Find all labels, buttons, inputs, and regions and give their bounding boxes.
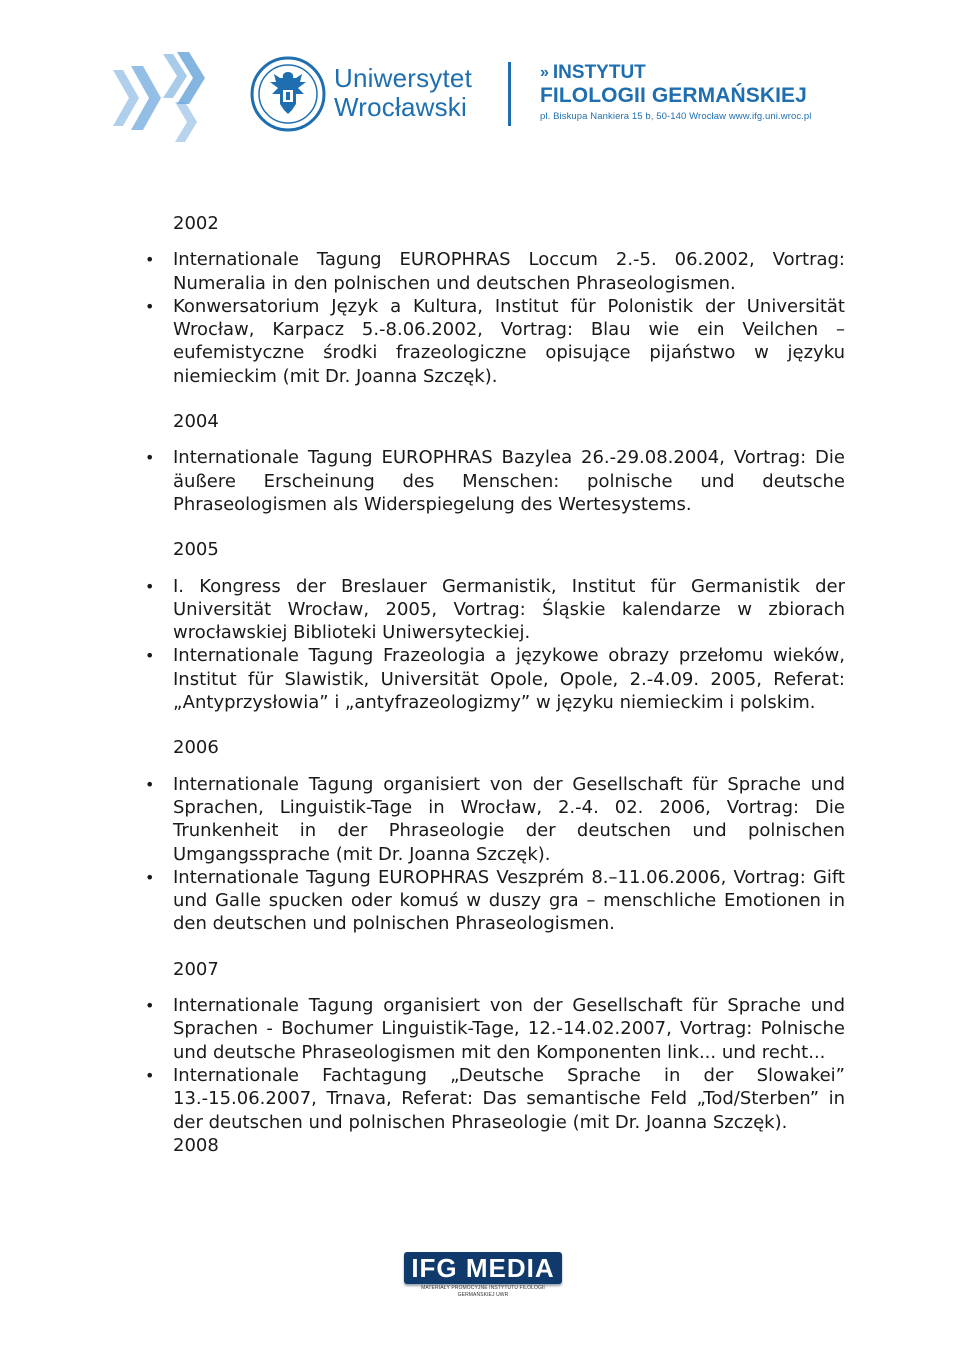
year-heading-2005: 2005 (173, 539, 219, 561)
publication-list (145, 212, 845, 1157)
list-item: • Internationale Tagung EUROPHRAS Loccum 2.-5. 06.2002, Vortrag: Numeralia in den polnischen und deutschen Phraseologismen. (145, 248, 845, 295)
page-header (0, 0, 960, 160)
ifg-media-text: IFG MEDIA (411, 1253, 555, 1283)
double-chevron-icon: » (540, 64, 549, 81)
year-heading-2004: 2004 (173, 411, 219, 433)
institute-line1: INSTYTUT (552, 62, 646, 83)
entries-2005 (145, 575, 845, 715)
institute-name (540, 62, 812, 127)
list-item: • Konwersatorium Język a Kultura, Institut für Polonistik der Universität Wrocław, Karpacz 5.-8.06.2002, Vortrag: Blau wie ein Veilchen – eufemistyczne środki frazeologiczne opisujące pijaństwo w języku niemieckim (mit Dr. Joanna Szczęk). (145, 295, 845, 388)
university-name-line2: Wrocławski (334, 92, 467, 122)
university-name (334, 64, 472, 122)
list-item: • Internationale Tagung organisiert von der Gesellschaft für Sprache und Sprachen - Bochumer Linguistik-Tage, 12.-14.02.2007, Vortrag: Polnische und deutsche Phraseologismen mit den Komponenten link... und recht... (145, 994, 845, 1064)
year-heading-2008: 2008 (173, 1134, 219, 1156)
entries-2002 (145, 248, 845, 388)
year-heading-2002: 2002 (173, 213, 219, 234)
year-heading-2007: 2007 (173, 958, 219, 980)
list-item: • Internationale Tagung EUROPHRAS Veszprém 8.–11.06.2006, Vortrag: Gift und Galle spucken oder komuś w duszy gra – menschliche Emotionen in den deutschen und polnischen Phraseologismen. (145, 866, 845, 936)
entries-2006 (145, 773, 845, 936)
header-divider (508, 62, 511, 126)
institute-line2: FILOLOGII GERMAŃSKIEJ (540, 84, 807, 107)
university-seal-icon (250, 56, 326, 132)
list-item: • Internationale Tagung Frazeologia a językowe obrazy przełomu wieków, Institut für Slawistik, Universität Opole, Opole, 2.-4.09. 2005, Referat: „Antyprzysłowia” i „antyfrazeologizmy” w języku niemieckim i polskim. (145, 644, 845, 714)
year-heading-2006: 2006 (173, 737, 219, 759)
ifg-media-subtitle: MATERIAŁY PROMOCYJNE INSTYTUTU FILOLOGII GERMAŃSKIEJ UWR (421, 1285, 545, 1298)
list-item: • Internationale Tagung EUROPHRAS Bazylea 26.-29.08.2004, Vortrag: Die äußere Erscheinung des Menschen: polnische und deutsche Phraseologismen als Widerspiegelung des Wertesystems. (145, 446, 845, 516)
institute-address: pl. Biskupa Nankiera 15 b, 50-140 Wrocław www.ifg.uni.wroc.pl (540, 111, 812, 122)
university-name-line1: Uniwersytet (334, 63, 473, 93)
list-item: • Internationale Tagung organisiert von der Gesellschaft für Sprache und Sprachen, Linguistik-Tage in Wrocław, 2.-4. 02. 2006, Vortrag: Die Trunkenheit in der Phraseologie der deutschen und polnischen Umgangssprache (mit Dr. Joanna Szczęk). (145, 773, 845, 866)
list-item: • I. Kongress der Breslauer Germanistik, Institut für Germanistik der Universität Wrocław, 2005, Vortrag: Śląskie kalendarze w zbiorach wrocławskiej Biblioteki Uniwersyteckiej. (145, 575, 845, 645)
entries-2004 (145, 446, 845, 516)
ifg-media-logo (404, 1252, 562, 1298)
list-item: • Internationale Fachtagung „Deutsche Sprache in der Slowakei” 13.-15.06.2007, Trnava, Referat: Das semantische Feld „Tod/Sterben” in der deutschen und polnischen Phraseologie (mit Dr. Joanna Szczęk). (145, 1064, 845, 1134)
entries-2007 (145, 994, 845, 1134)
chevrons-logo-icon (105, 48, 215, 148)
